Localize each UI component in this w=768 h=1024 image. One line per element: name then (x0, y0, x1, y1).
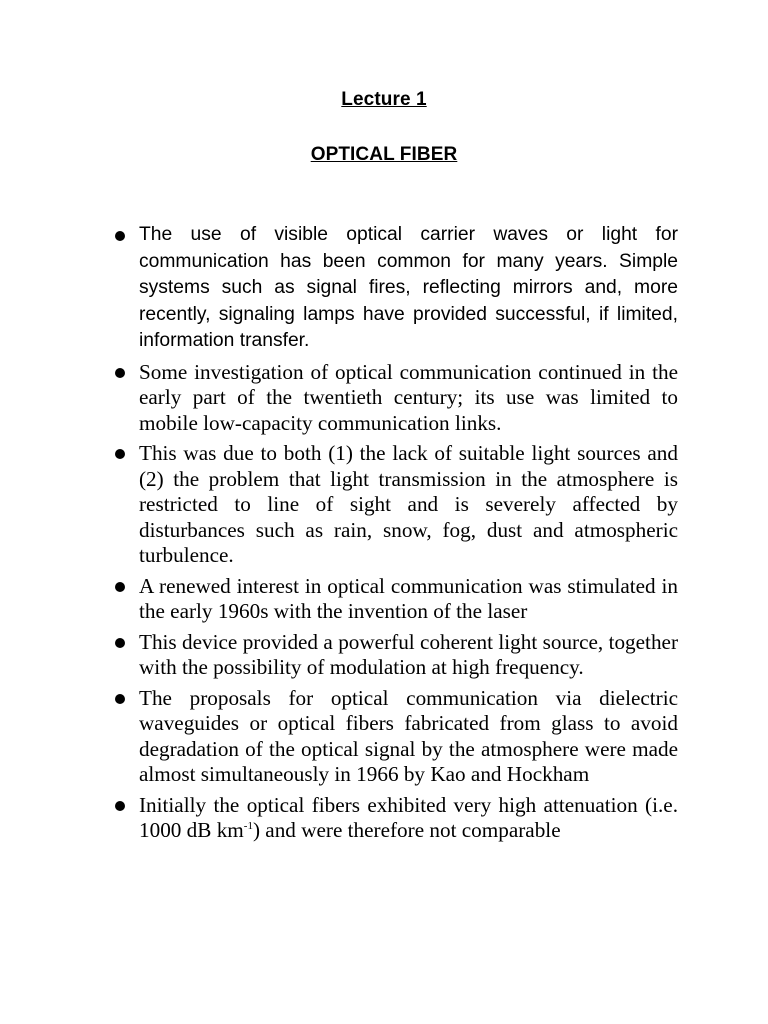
list-item (112, 574, 678, 625)
bullet-dot-icon (115, 449, 125, 459)
bullet-dot-icon (115, 801, 125, 811)
list-item (112, 630, 678, 681)
bullet-dot-icon (115, 368, 125, 378)
list-item (112, 360, 678, 437)
bullet-list (112, 222, 678, 849)
page-title: OPTICAL FIBER (310, 144, 458, 165)
list-item-text: The proposals for optical communication via dielectric waveguides or optical fibers fabricated from glass to avoid degradation of the optical signal by the atmosphere were made almost simultaneously in 1966 by Kao and Hockham (139, 685, 678, 786)
list-item-text: Some investigation of optical communication continued in the early part of the twentieth century; its use was limited to mobile low-capacity communication links. (139, 359, 678, 435)
list-item-text: A renewed interest in optical communication was stimulated in the early 1960s with the invention of the laser (139, 573, 678, 623)
bullet-dot-icon (115, 582, 125, 592)
superscript-exponent: -1 (243, 819, 253, 832)
list-item-text-start: Initially the optical fibers exhibited very high attenuation (i.e. 1000 dB km (139, 792, 678, 842)
list-item (112, 793, 678, 844)
list-item (112, 222, 678, 355)
list-item (112, 441, 678, 569)
lecture-label: Lecture 1 (341, 89, 427, 110)
list-item-text: This was due to both (1) the lack of suitable light sources and (2) the problem that light transmission in the atmosphere is restricted to line of sight and is severely affected by disturbances such as rain, snow, fog, dust and atmospheric turbulence. (139, 441, 678, 567)
list-item-text-end: ) and were therefore not comparable (252, 818, 561, 842)
bullet-dot-icon (115, 638, 125, 648)
list-item-text (139, 793, 678, 844)
bullet-dot-icon (115, 694, 125, 704)
list-item (112, 686, 678, 788)
list-item-text: The use of visible optical carrier waves or light for communication has been common for many years. Simple systems such as signal fires, reflecting mirrors and, more recently, signaling lamps have provided successful, if limited, information transfer. (139, 224, 678, 351)
bullet-dot-icon (115, 231, 125, 241)
list-item-text: This device provided a powerful coherent light source, together with the possibility of modulation at high frequency. (139, 629, 678, 679)
